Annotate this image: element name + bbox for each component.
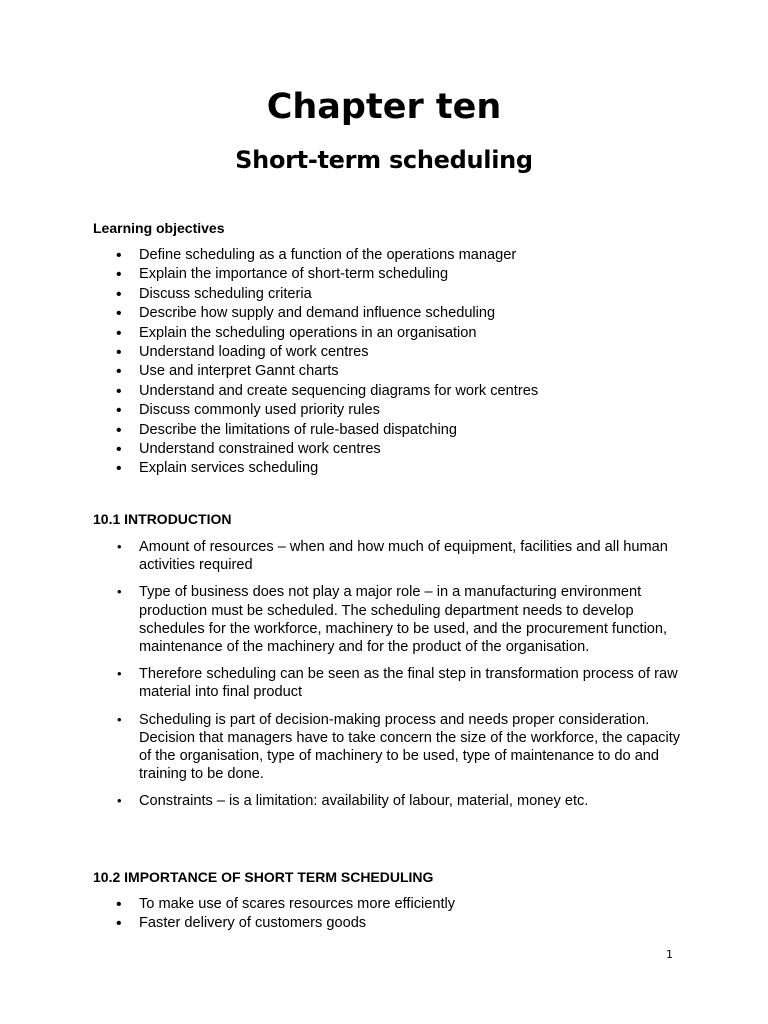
list-item: • Explain the importance of short-term scheduling [139,265,684,284]
list-item: • To make use of scares resources more efficiently [139,895,684,914]
list-item: • Amount of resources – when and how much of equipment, facilities and all human activities required [139,538,684,574]
list-item: • Constraints – is a limitation: availability of labour, material, money etc. [139,792,684,810]
list-item: • Use and interpret Gannt charts [139,362,684,381]
list-item: • Understand constrained work centres [139,440,684,459]
list-item: • Type of business does not play a major role – in a manufacturing environment production must be scheduled. The scheduling department needs to develop schedules for the workforce, machinery to be used, and the procurement function, maintenance of the machinery and for the product of the organisation. [139,583,684,656]
list-item: • Explain the scheduling operations in an organisation [139,324,684,343]
chapter-title: Chapter ten [266,87,502,127]
importance-list [139,895,684,934]
list-item: • Describe the limitations of rule-based dispatching [139,421,684,440]
chapter-subtitle: Short-term scheduling [235,146,533,174]
learning-objectives-heading: Learning objectives [93,220,225,236]
list-item: • Therefore scheduling can be seen as the final step in transformation process of raw material into final product [139,665,684,701]
importance-heading: 10.2 IMPORTANCE OF SHORT TERM SCHEDULING [93,869,434,885]
list-item: • Scheduling is part of decision-making process and needs proper consideration. Decision that managers have to take concern the size of the workforce, the capacity of the organisation, type of machinery to be used, type of maintenance to do and training to be done. [139,711,684,784]
list-item: • Describe how supply and demand influence scheduling [139,304,684,323]
list-item: • Define scheduling as a function of the operations manager [139,246,684,265]
list-item: • Discuss scheduling criteria [139,285,684,304]
list-item: • Faster delivery of customers goods [139,914,684,933]
list-item: • Explain services scheduling [139,459,684,478]
introduction-heading: 10.1 INTRODUCTION [93,511,232,527]
page-number: 1 [666,948,673,961]
list-item: • Understand loading of work centres [139,343,684,362]
list-item: • Understand and create sequencing diagrams for work centres [139,382,684,401]
list-item: • Discuss commonly used priority rules [139,401,684,420]
introduction-list [139,538,684,820]
learning-objectives-list [139,246,684,479]
